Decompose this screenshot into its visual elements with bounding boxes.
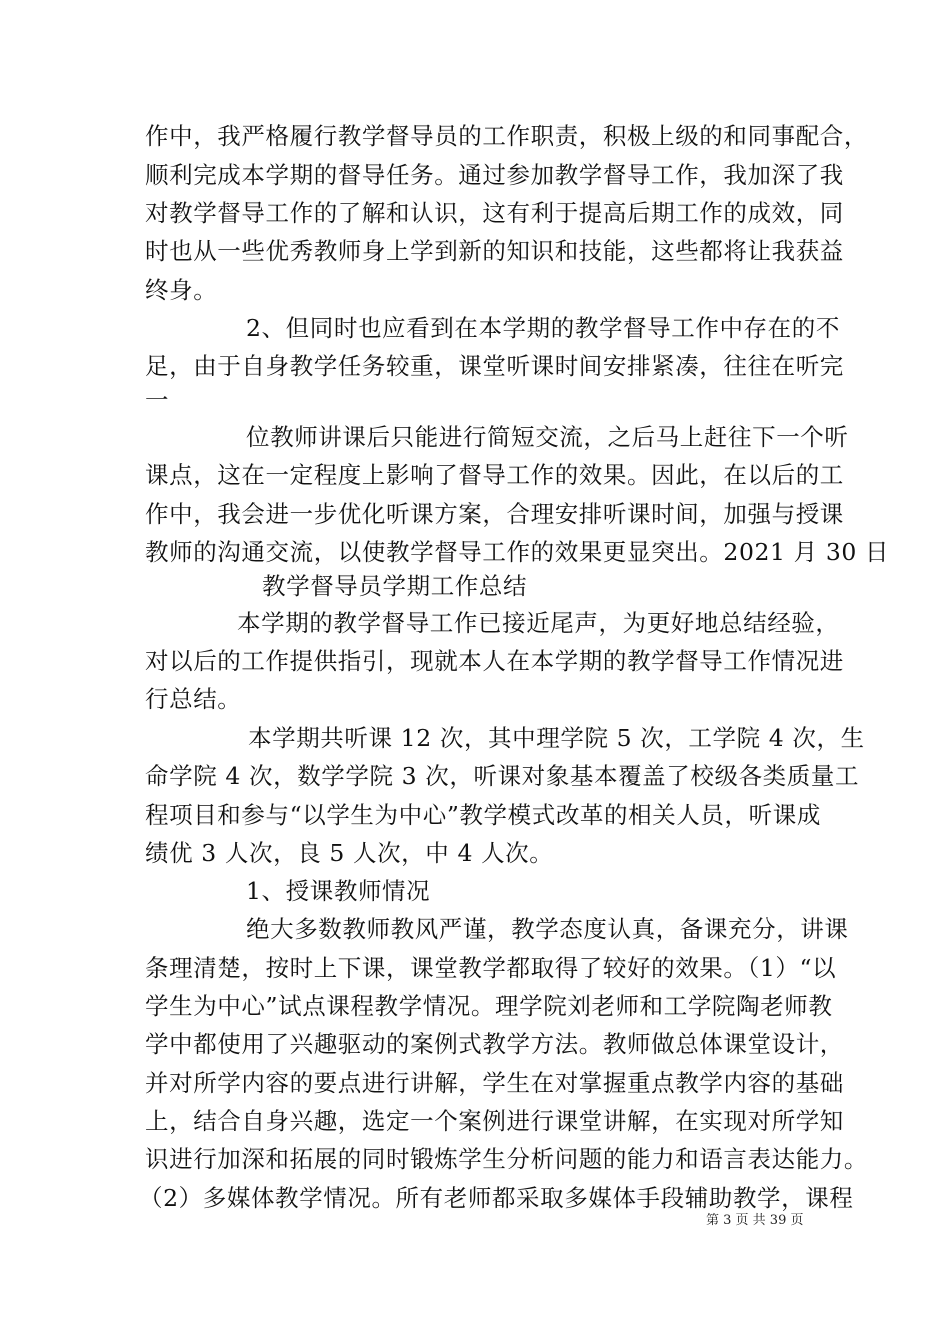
body-text-line: 并对所学内容的要点进行讲解，学生在对掌握重点教学内容的基础	[145, 1069, 844, 1097]
body-text-line: 作中，我会进一步优化听课方案，合理安排听课时间，加强与授课	[145, 500, 844, 528]
body-text-line: 行总结。	[145, 685, 242, 713]
body-text-line: 终身。	[145, 276, 218, 304]
body-text-line: 教师的沟通交流，以使教学督导工作的效果更显突出。2021 月 30 日	[145, 538, 890, 566]
body-text-line: 本学期共听课 12 次，其中理学院 5 次，工学院 4 次，生	[248, 724, 865, 752]
body-text-line: 绩优 3 人次，良 5 人次，中 4 人次。	[145, 839, 554, 867]
body-text-line: 足，由于自身教学任务较重，课堂听课时间安排紧凑，往往在听完	[145, 352, 844, 380]
body-text-line: 课点，这在一定程度上影响了督导工作的效果。因此，在以后的工	[145, 461, 844, 489]
body-text-line: 顺利完成本学期的督导任务。通过参加教学督导工作，我加深了我	[145, 161, 844, 189]
body-text-line: 时也从一些优秀教师身上学到新的知识和技能，这些都将让我获益	[145, 237, 844, 265]
body-text-line: 识进行加深和拓展的同时锻炼学生分析问题的能力和语言表达能力。	[145, 1145, 868, 1173]
body-text-line: 作中，我严格履行教学督导员的工作职责，积极上级的和同事配合，	[145, 122, 868, 150]
page-number: 第 3 页 共 39 页	[706, 1213, 804, 1228]
body-text-line: 2、但同时也应看到在本学期的教学督导工作中存在的不	[246, 314, 840, 342]
body-text-line: 程项目和参与“以学生为中心”教学模式改革的相关人员，听课成	[145, 801, 821, 829]
subsection-heading: 1、授课教师情况	[246, 877, 431, 905]
body-text-line: 条理清楚，按时上下课，课堂教学都取得了较好的效果。（1）“以	[145, 954, 837, 982]
body-text-line: 对以后的工作提供指引，现就本人在本学期的教学督导工作情况进	[145, 647, 844, 675]
body-text-line: 上，结合自身兴趣，选定一个案例进行课堂讲解，在实现对所学知	[145, 1107, 844, 1135]
body-text-line: 本学期的教学督导工作已接近尾声，为更好地总结经验，	[237, 609, 840, 637]
body-text-line: 绝大多数教师教风严谨，教学态度认真，备课充分，讲课	[246, 915, 849, 943]
body-text-line: 一	[145, 386, 170, 414]
body-text-line: 对教学督导工作的了解和认识，这有利于提高后期工作的成效，同	[145, 199, 844, 227]
section-title: 教学督导员学期工作总结	[262, 572, 528, 600]
body-text-line: 学中都使用了兴趣驱动的案例式教学方法。教师做总体课堂设计，	[145, 1030, 844, 1058]
body-text-line: （2）多媒体教学情况。所有老师都采取多媒体手段辅助教学，课程	[139, 1184, 854, 1212]
body-text-line: 位教师讲课后只能进行简短交流，之后马上赶往下一个听	[246, 423, 849, 451]
body-text-line: 学生为中心”试点课程教学情况。理学院刘老师和工学院陶老师教	[145, 992, 833, 1020]
body-text-line: 命学院 4 次，数学学院 3 次，听课对象基本覆盖了校级各类质量工	[145, 762, 860, 790]
